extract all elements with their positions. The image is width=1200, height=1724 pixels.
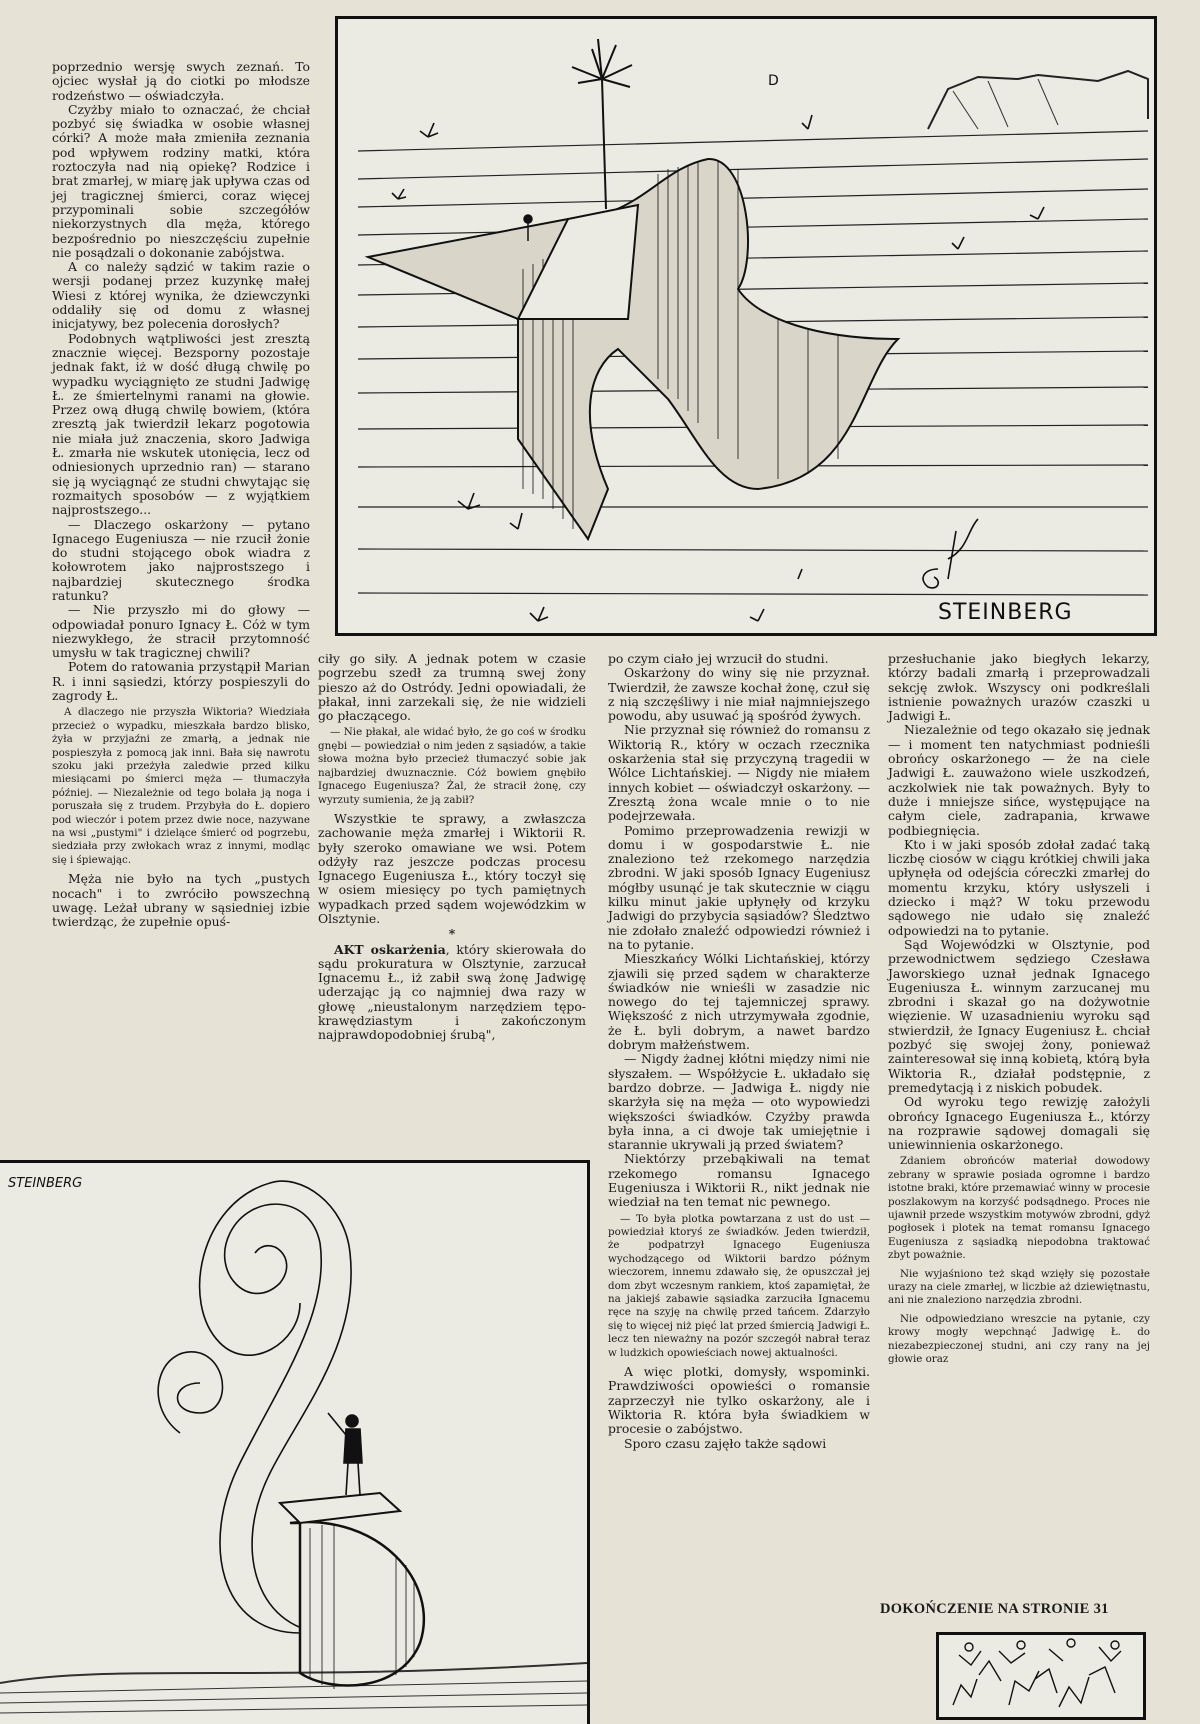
steinberg-maze-drawing — [338, 19, 1154, 633]
paragraph: Sąd Wojewódzki w Olsztynie, pod przewodnictwem sędziego Czesława Jaworskiego uznał jednak Ignacego Eugeniusza Ł. winnym zarzucanej mu zbrodni i skazał go na dożywotnie więzienie. W uzasadnieniu wyroku sąd stwierdził, że Ignacy Eugeniusz Ł. chciał pozbyć się swojej żony, ponieważ zainteresował się inną kobietą, którą była Wiktoria R., działał podstępnie, z premedytacją i z niskich pobudek. — [888, 936, 1151, 1095]
top-illustration-letter: D — [768, 73, 779, 89]
paragraph-small: A dlaczego nie przyszła Wiktoria? Wiedziała przecież o wypadku, mieszkała bardzo blisko, żyła w przyjaźni ze zmarłą, a jednak nie pospieszyła z pomocą jak inni. Bała się nawrotu szoku jaki przeżyła zaledwie przed kilku miesiącami po śmierci męża — tłumaczyła później. — Niezależnie od tego bolała ją noga i poruszała się z trudem. Przybyła do Ł. dopiero pod wieczór i potem przez dwie noce, nazywane na wsi „pustymi" i dzielące śmierć od pogrzebu, siedziała przy zwłokach wraz z innymi, modląc się i śpiewając. — [52, 706, 310, 866]
paragraph-small: Zdaniem obrońców materiał dowodowy zebrany w sprawie posiada ogromne i bardzo istotne braki, które przemawiać winny w procesie poszlakowym na korzyść podsądnego. Proces nie ujawnił przede wszystkim motywów zbrodni, gdyż pogłosek i plotek na temat romansu Ignacego Eugeniusza z sąsiadką niepodobna traktować zbyt poważnie. — [888, 1155, 1150, 1262]
paragraph-small: Nie odpowiedziano wreszcie na pytanie, czy krowy mogły wepchnąć Jadwigę Ł. do niezabezpieczonej studni, ani czy rany na jej głowie oraz — [888, 1312, 1150, 1366]
small-illustration — [936, 1632, 1146, 1720]
paragraph: — Nigdy żadnej kłótni między nimi nie słyszałem. — Współżycie Ł. układało się bardzo dobrze. — Jadwiga Ł. nigdy nie skarżyła się na męża — oto wypowiedzi większości świadków. Czyżby prawda była inna, a ci dwoje tak umiejętnie i starannie ukrywali ją przed światem? — [608, 1051, 870, 1153]
paragraph: ciły go siły. A jednak potem w czasie pogrzebu szedł za trumną swej żony pieszo aż do Ostródy. Jedni opowiadali, że płakał, inni zarzekali się, że nie widzieli go płaczącego. — [318, 651, 586, 724]
paragraph: Wszystkie te sprawy, a zwłaszcza zachowanie męża zmarłej i Wiktorii R. były szeroko omawiane we wsi. Potem odżyły raz jeszcze podczas procesu Ignacego Eugeniusza Ł., który toczył się w osiem miesięcy po tych pamiętnych wypadkach przed sądem wojewódzkim w Olsztynie. — [318, 810, 586, 926]
article-column-4 — [888, 652, 1150, 1371]
bottom-illustration-signature: STEINBERG — [8, 1176, 83, 1191]
paragraph: poprzednio wersję swych zeznań. To ojciec wysłał ją do ciotki po młodsze rodzeństwo — oświadczyła. — [52, 59, 310, 103]
paragraph-small: Nie wyjaśniono też skąd wzięły się pozostałe urazy na ciele zmarłej, w liczbie aż dziewiętnastu, ani nie znaleziono narzędzia zbrodni. — [888, 1267, 1150, 1307]
paragraph: Kto i w jaki sposób zdołał zadać taką liczbę ciosów w ciągu krótkiej chwili jaka upłynęła od odejścia córeczki zmarłej do momentu krzyku, który usłyszeli i dziecko i mąż? W toku przewodu sądowego nie udało się znaleźć odpowiedzi na to pytanie. — [888, 836, 1150, 938]
paragraph: Potem do ratowania przystąpił Marian R. i inni sąsiedzi, którzy pospieszyli do zagrody Ł. — [52, 659, 310, 704]
paragraph-text: , który skierowała do sądu prokuratura w Olsztynie, zarzucał Ignacemu Ł., iż zabił swą żonę Jadwigę uderzając ją co najmniej dwa razy w głowę „nieustalonym narzędziem tępo-krawędziastym i zakończonym najprawdopodobniej śrubą", — [318, 941, 586, 1043]
paragraph: Nie przyznał się również do romansu z Wiktorią R., który w oczach rzecznika oskarżenia stał się przyczyną tragedii w Wólce Lichtańskiej. — Nigdy nie miałem innych kobiet — oświadczył oskarżony. — Zresztą żona wcale mnie o to nie podejrzewała. — [608, 722, 870, 824]
paragraph: Niektórzy przebąkiwali na temat rzekomego romansu Ignacego Eugeniusza i Wiktorii R., nikt jednak nie wiedział na ten temat nic pewnego. — [608, 1151, 870, 1210]
top-illustration-signature: STEINBERG — [938, 600, 1073, 625]
paragraph: po czym ciało jej wrzucił do studni. — [608, 651, 829, 666]
paragraph: przesłuchanie jako biegłych lekarzy, którzy badali zmarłą i przeprowadzali sekcję zwłok. Wszyscy oni podkreślali istnienie poważnych urazów czaszki u Jadwigi Ł. — [888, 651, 1150, 724]
paragraph: Pomimo przeprowadzenia rewizji w domu i w gospodarstwie Ł. nie znaleziono też rzekomego narzędzia zbrodni. W jaki sposób Ignacy Eugeniusz mógłby usunąć je tak skutecznie w ciągu kilku minut jakie upłynęły od krzyku Jadwigi do przybycia sąsiadów? Śledztwo nie zdołało znaleźć odpowiedzi również i na to pytanie. — [608, 822, 870, 952]
drawing-man — [328, 1413, 362, 1495]
paragraph: — Nie przyszło mi do głowy — odpowiadał ponuro Ignacy Ł. Cóż w tym niezwykłego, że stracił przytomność umysłu w tak tragicznej chwili? — [52, 602, 310, 661]
paragraph: Oskarżony do winy się nie przyznał. Twierdził, że zawsze kochał żonę, czuł się z nią szczęśliwy i nie miał najmniejszego powodu, aby usuwać ją spośród żywych. — [608, 665, 870, 724]
paragraph-small: — To była plotka powtarzana z ust do ust — powiedział ktoryś ze świadków. Jeden twierdził, że podpatrzył Ignacego Eugeniusza wychodzącego od Wiktorii bardzo późnym wieczorem, innemu zdawało się, że opuszczał jej dom zbyt wczesnym rankiem, ktoś zapamiętał, że na jakiejś zabawie sąsiadka zarzuciła Ignacemu ręce na szyję na chwilę przed tańcem. Zdarzyło się to więcej niż pięć lat przed śmiercią Jadwigi Ł. lecz ten nieważny na pozór szczegół nabrał teraz w ludzkich opowieściach nowej aktualności. — [608, 1212, 870, 1359]
steinberg-scroll-d-drawing — [0, 1163, 587, 1724]
paragraph — [318, 943, 586, 1043]
section-lead: AKT oskarżenia — [334, 941, 446, 957]
paragraph: Niezależnie od tego okazało się jednak — i moment ten natychmiast podnieśli obrońcy oskarżonego — że na ciele Jadwigi Ł. zauważono wiele uszkodzeń, aczkolwiek nie tak poważnych. Były to duże i mniejsze sińce, występujące na całym ciele, zadrapania, krwawe podbiegnięcia. — [888, 722, 1150, 838]
article-column-3 — [608, 652, 870, 1451]
paragraph: Mieszkańcy Wólki Lichtańskiej, którzy zjawili się przed sądem w charakterze świadków nie wnieśli w zasadzie nic nowego do tej tajemniczej sprawy. Większość z nich utrzymywała zgodnie, że Ł. byli dobrym, a nawet bardzo dobrym małżeństwem. — [608, 951, 870, 1053]
paragraph: Czyżby miało to oznaczać, że chciał pozbyć się świadka w osobie własnej córki? A może mała zmieniła zeznania pod wpływem rodziny matki, która roztoczyła nad nią opiekę? Rodzice i brat zmarłej, w miarę jak upływa czas od jej tragicznej śmierci, coraz więcej przypominali sobie szczegółów niekorzystnych dla męża, którego bezpośrednio po nieszczęściu zupełnie nie posądzali o dokonanie zabójstwa. — [52, 101, 310, 260]
paragraph: Od wyroku tego rewizję założyli obrońcy Ignacego Eugeniusza Ł., którzy na rozprawie sądowej domagali się uniewinnienia oskarżonego. — [888, 1094, 1150, 1153]
top-illustration — [335, 16, 1157, 636]
paragraph: Męża nie było na tych „pustych nocach" i to zwróciło powszechną uwagę. Leżał ubrany w sąsiedniej izbie twierdząc, że zupełnie opuś- — [52, 871, 310, 930]
paragraph: A co należy sądzić w takim razie o wersji podanej przez kuzynkę małej Wiesi z której wynika, że dziewczynki oddaliły się od domu z własnej inicjatywy, bez polecenia dorosłych? — [52, 259, 310, 332]
paragraph-small: — Nie płakał, ale widać było, że go coś w środku gnębi — powiedział o nim jeden z sąsiadów, a takie słowa można było przecież tłumaczyć sobie jak najbardziej dwuznacznie. Cóż bowiem gnębiło Ignacego Eugeniusza? Żal, że stracił żonę, czy wyrzuty sumienia, że ją zabił? — [318, 726, 586, 806]
paragraph: A więc plotki, domysły, wspominki. Prawdziwości opowieści o romansie zaprzeczył nie tylko oskarżony, ale i Wiktoria R. która była świadkiem w procesie o zabójstwo. — [608, 1364, 870, 1437]
section-separator: * — [448, 926, 456, 942]
article-column-1 — [52, 60, 310, 929]
continued-on-page-note: DOKOŃCZENIE NA STRONIE 31 — [880, 1601, 1109, 1617]
crowd-sketch — [939, 1635, 1143, 1717]
article-column-2 — [318, 652, 586, 1043]
paragraph: Sporo czasu zajęło także sądowi — [624, 1435, 827, 1451]
paragraph: — Dlaczego oskarżony — pytano Ignacego Eugeniusza — nie rzucił żonie do studni stojącego obok wiadra z kołowrotem jako najprostszego i najbardziej skutecznego środka ratunku? — [52, 516, 310, 603]
bottom-illustration — [0, 1160, 590, 1724]
paragraph: Podobnych wątpliwości jest zresztą znacznie więcej. Bezsporny pozostaje jednak fakt, iż w dość długą chwilę po wypadku wyciągnięto ze studni Jadwigę Ł. ze śmiertelnymi ranami na głowie. Przez ową długą chwilę bowiem, (która zresztą jak twierdził lekarz pogotowia nie miała już znaczenia, skoro Jadwiga Ł. zmarła nie wskutek utonięcia, lecz od odniesionych uprzednio ran) — starano się ją wyciągnąć ze studni chwytając się rozmaitych sposobów — z wyjątkiem najprostszego... — [52, 330, 310, 518]
palm-tree — [572, 39, 632, 209]
